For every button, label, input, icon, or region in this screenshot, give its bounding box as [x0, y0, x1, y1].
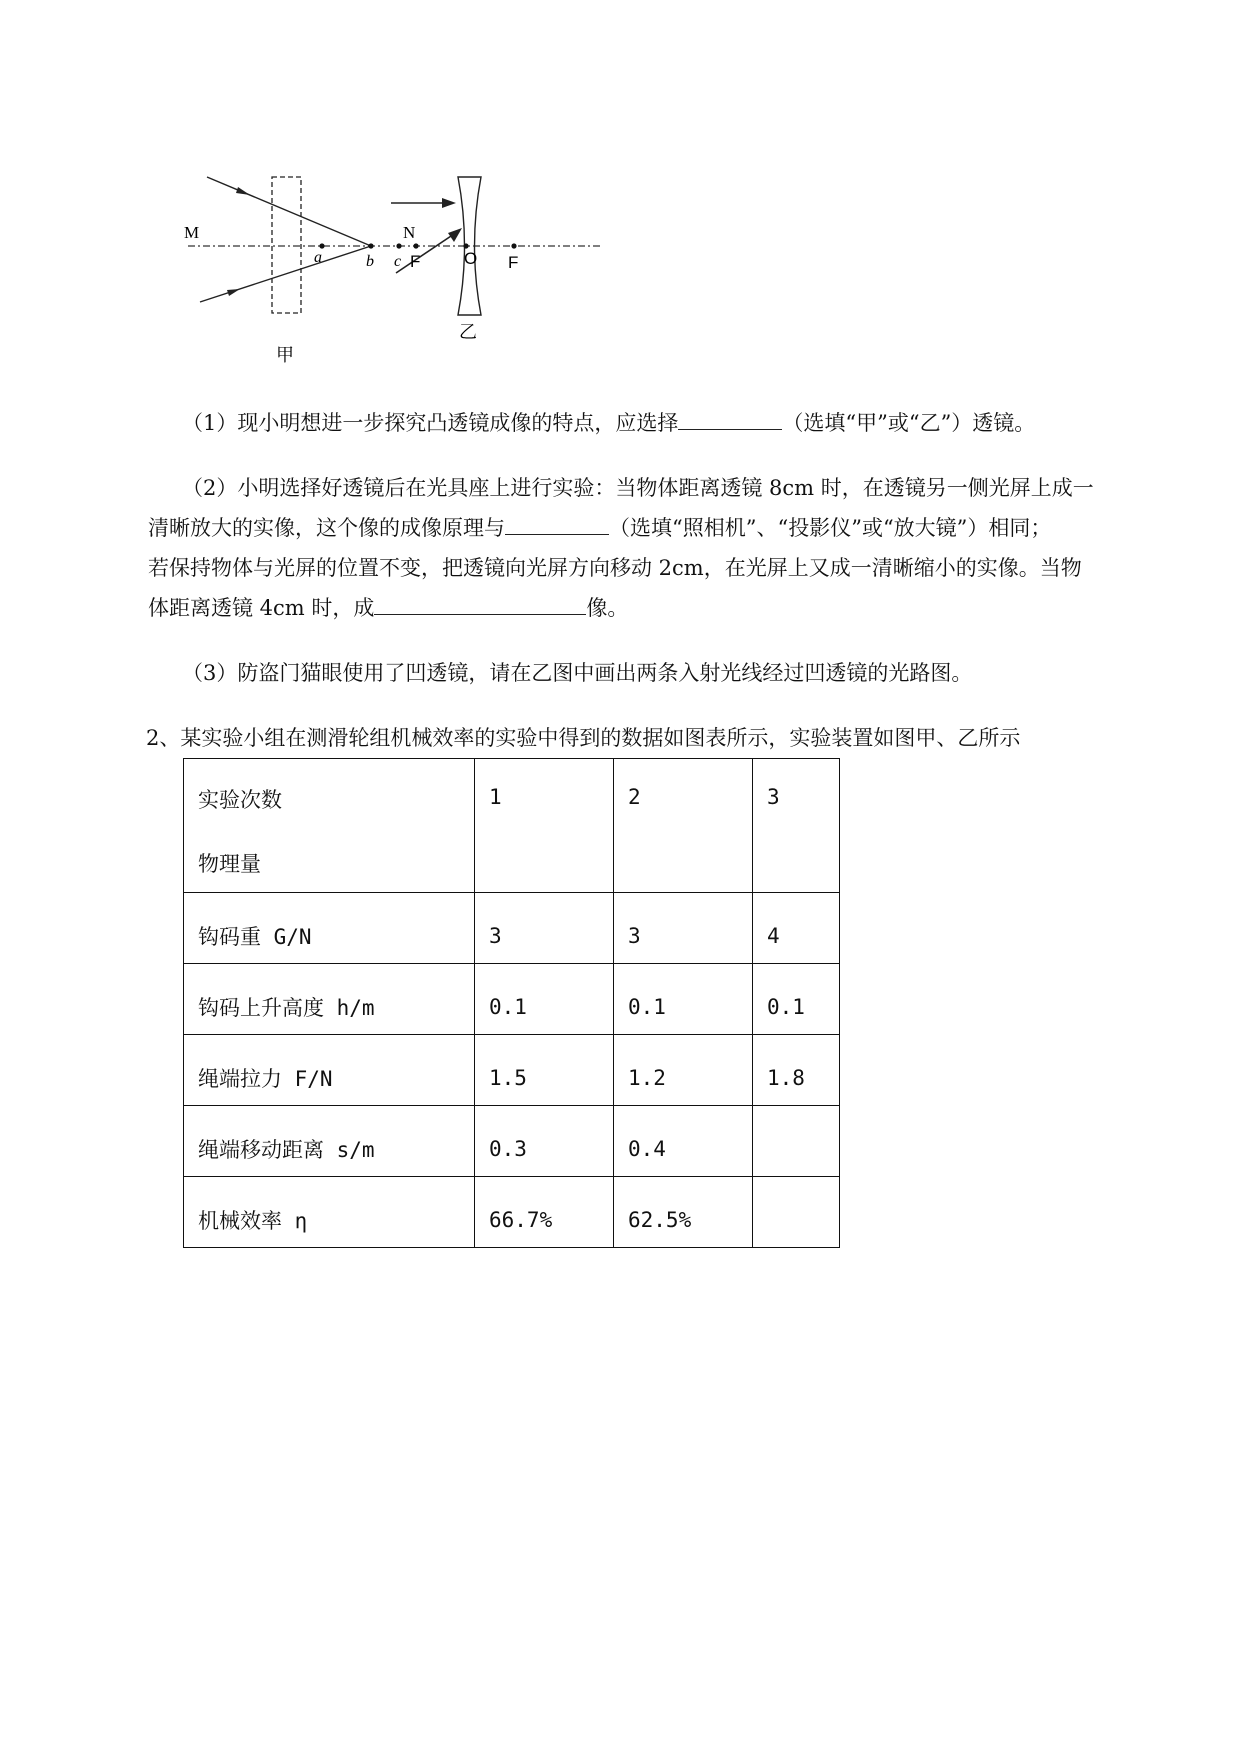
focus-left-point [413, 243, 418, 248]
header-top: 实验次数 [198, 788, 282, 812]
point-a [319, 243, 324, 248]
point-c [396, 243, 401, 248]
row-label: 钩码上升高度 h/m [184, 964, 475, 1035]
label-N: N [403, 223, 416, 242]
row-label: 钩码重 G/N [184, 893, 475, 964]
question-2 [182, 469, 1094, 508]
header-cell [184, 759, 475, 893]
caption-jia: 甲 [276, 345, 294, 366]
question-2-line2 [148, 509, 1051, 548]
answer-blank-3[interactable] [374, 592, 586, 615]
label-M: M [184, 223, 200, 242]
cell-value: 4 [753, 893, 840, 964]
caption-yi: 乙 [459, 322, 477, 343]
table-row [184, 964, 840, 1035]
arrow-oblique [448, 228, 462, 242]
data-table [183, 758, 840, 1248]
question-2-line4-prefix: 体距离透镜 4cm 时，成 [148, 596, 375, 620]
cell-value: 1.5 [475, 1035, 614, 1106]
table-row [184, 893, 840, 964]
question-2-line4-suffix: 像。 [586, 596, 629, 620]
arrow-parallel [442, 198, 456, 208]
cell-value: 62.5% [614, 1177, 753, 1248]
focus-right-point [511, 243, 516, 248]
answer-blank-2[interactable] [505, 512, 609, 535]
cell-value: 3 [475, 893, 614, 964]
cell-value: 0.1 [753, 964, 840, 1035]
cell-value: 1.8 [753, 1035, 840, 1106]
question-2-line3-text: 若保持物体与光屏的位置不变，把透镜向光屏方向移动 2cm，在光屏上又成一清晰缩小的实像。当物 [148, 556, 1082, 580]
label-c: c [394, 253, 402, 270]
table-header-row [184, 759, 840, 893]
cell-value: 0.4 [614, 1106, 753, 1177]
point-b [368, 243, 373, 248]
cell-value [753, 1106, 840, 1177]
arrow-bottom [227, 289, 240, 296]
label-O: O [464, 249, 478, 268]
cell-value: 0.1 [475, 964, 614, 1035]
cell-value [753, 1177, 840, 1248]
header-bottom: 物理量 [198, 852, 261, 876]
row-label: 绳端拉力 F/N [184, 1035, 475, 1106]
label-b: b [366, 253, 374, 270]
ray-bottom [200, 246, 371, 302]
cell-value: 3 [614, 893, 753, 964]
question-3-text: （3）防盗门猫眼使用了凹透镜，请在乙图中画出两条入射光线经过凹透镜的光路图。 [182, 661, 973, 685]
column-header: 2 [614, 759, 753, 893]
question-2-line2-suffix: （选填“照相机”、“投影仪”或“放大镜”）相同； [609, 516, 1052, 540]
question-1-prefix: （1）现小明想进一步探究凸透镜成像的特点，应选择 [182, 411, 679, 435]
question-1 [182, 404, 1035, 443]
question-1-suffix: （选填“甲”或“乙”）透镜。 [782, 411, 1036, 435]
cell-value: 0.3 [475, 1106, 614, 1177]
label-a: a [314, 249, 322, 266]
table-row [184, 1106, 840, 1177]
cell-value: 1.2 [614, 1035, 753, 1106]
label-F-left: F [410, 252, 421, 271]
answer-blank-1[interactable] [678, 407, 782, 430]
row-label: 机械效率 η [184, 1177, 475, 1248]
question-2-line4 [148, 589, 628, 628]
cell-value: 0.1 [614, 964, 753, 1035]
question-2-line1: （2）小明选择好透镜后在光具座上进行实验：当物体距离透镜 8cm 时，在透镜另一侧光屏上成一 [182, 476, 1094, 500]
optical-center-point [463, 243, 468, 248]
question-2-line3 [148, 549, 1082, 588]
problem-2-intro-text: 2、某实验小组在测滑轮组机械效率的实验中得到的数据如图表所示，实验装置如图甲、乙所示 [146, 726, 1021, 750]
label-F-right: F [508, 253, 519, 272]
arrow-top [236, 187, 250, 195]
question-2-line2-prefix: 清晰放大的实像，这个像的成像原理与 [148, 516, 505, 540]
table-row [184, 1035, 840, 1106]
column-header: 3 [753, 759, 840, 893]
lens-figure [170, 160, 610, 375]
table-row [184, 1177, 840, 1248]
row-label: 绳端移动距离 s/m [184, 1106, 475, 1177]
question-3 [182, 654, 972, 693]
column-header: 1 [475, 759, 614, 893]
problem-2-intro [146, 719, 1020, 758]
ray-top [207, 177, 371, 246]
cell-value: 66.7% [475, 1177, 614, 1248]
lens-jia-box [272, 177, 301, 313]
